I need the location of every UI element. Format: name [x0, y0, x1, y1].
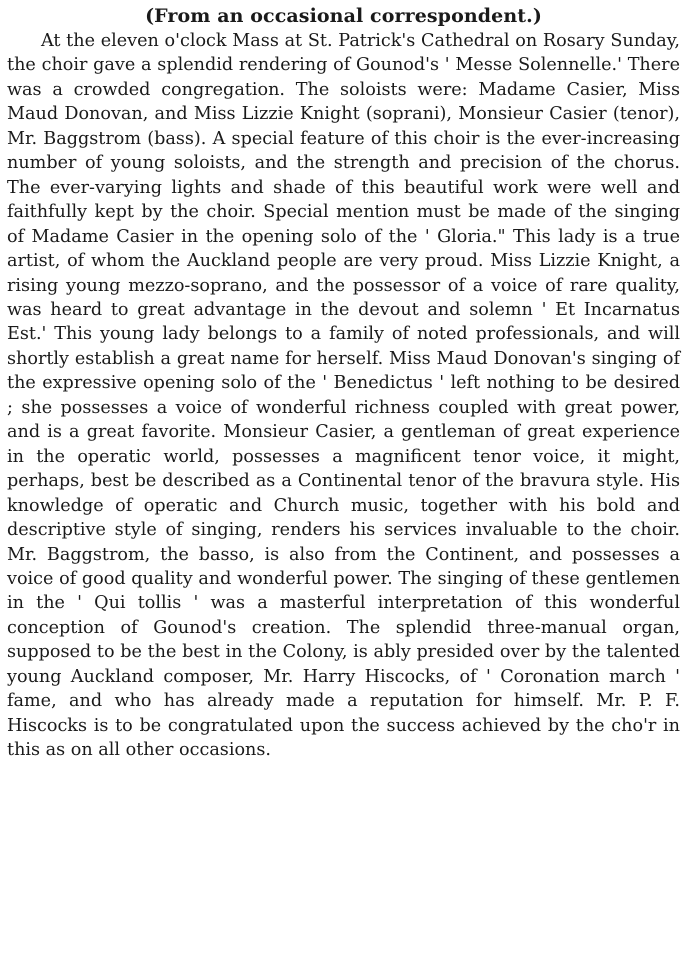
article-byline: (From an occasional correspondent.)	[145, 5, 542, 27]
article-body: At the eleven o'clock Mass at St. Patrick's Cathedral on Rosary Sunday, the choir gave a splendid rendering of Gounod's ' Messe Solennelle.' There was a crowded congregation. The soloists were: Madame Casier, Miss Maud Donovan, and Miss Lizzie Knight (soprani), Monsieur Casier (tenor), Mr. Baggstrom (bass). A special feature of this choir is the ever-increasing number of young soloists, and the strength and precision of the chorus. The ever-varying lights and shade of this beautiful work were well and faithfully kept by the choir. Special mention must be made of the singing of Madame Casier in the opening solo of the ' Gloria." This lady is a true artist, of whom the Auckland people are very proud. Miss Lizzie Knight, a rising young mezzo-soprano, and the possessor of a voice of rare quality, was heard to great advantage in the devout and solemn ' Et Incarnatus Est.' This young lady belongs to a family of noted professionals, and will shortly establish a great name for herself. Miss Maud Donovan's singing of the expressive opening solo of the ' Benedictus ' left nothing to be desired ; she possesses a voice of wonderful richness coupled with great power, and is a great favorite. Monsieur Casier, a gentleman of great experience in the operatic world, possesses a magnificent tenor voice, it might, perhaps, best be described as a Continental tenor of the bravura style. His knowledge of operatic and Church music, together with his bold and descriptive style of singing, renders his services invaluable to the choir. Mr. Baggstrom, the basso, is also from the Continent, and possesses a voice of good quality and wonderful power. The singing of these gentlemen in the ' Qui tollis ' was a masterful interpretation of this wonderful conception of Gounod's creation. The splendid three-manual organ, supposed to be the best in the Colony, is ably presided over by the talented young Auckland composer, Mr. Harry Hiscocks, of ' Coronation march ' fame, and who has already made a reputation for himself. Mr. P. F. Hiscocks is to be congratulated upon the success achieved by the cho'r in this as on all other occasions.	[7, 31, 680, 761]
